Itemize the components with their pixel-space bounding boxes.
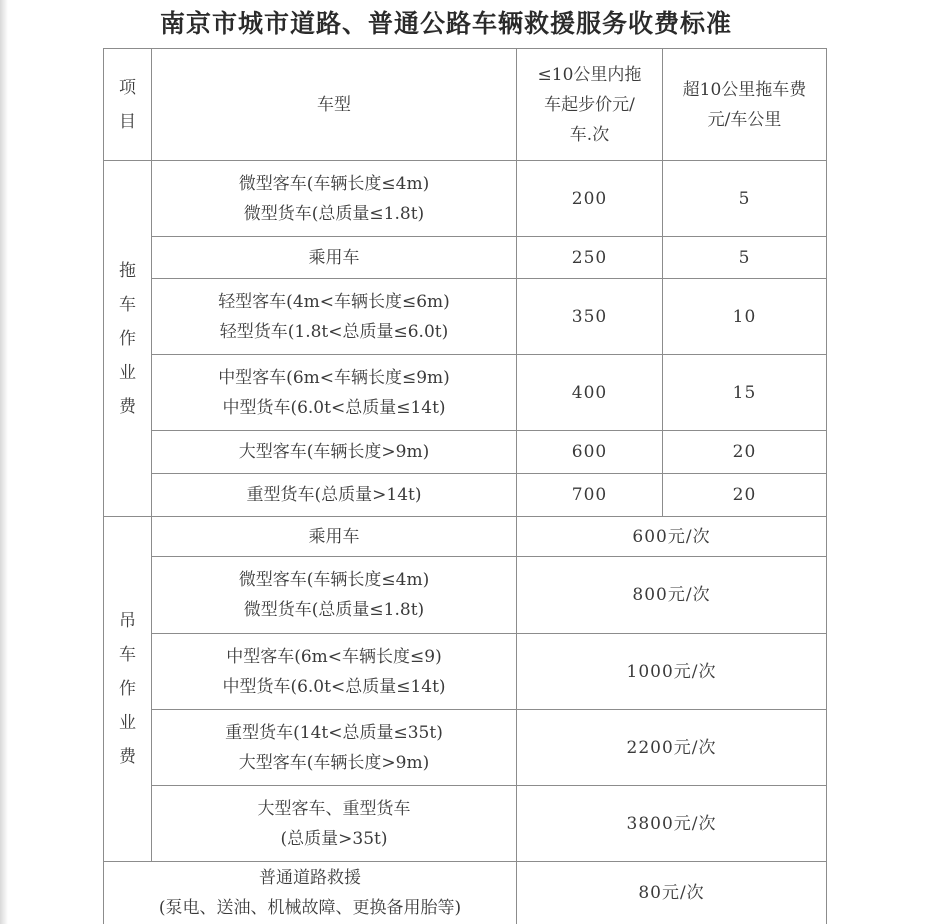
header-extra-fee bbox=[663, 49, 827, 161]
road-rescue-line: 普通道路救援 bbox=[259, 867, 361, 888]
vehicle-cell bbox=[152, 161, 517, 237]
base-fee-cell: 700 bbox=[517, 474, 663, 517]
header-extra-fee-line: 元/车公里 bbox=[707, 109, 782, 130]
header-base-fee-line: 车起步价元/ bbox=[544, 94, 635, 115]
table-row bbox=[104, 279, 827, 355]
road-rescue-line: (泵电、送油、机械故障、更换备用胎等) bbox=[158, 897, 462, 918]
header-vehicle: 车型 bbox=[152, 49, 517, 161]
extra-fee-cell: 20 bbox=[663, 474, 827, 517]
table-row bbox=[104, 557, 827, 634]
crane-fee-cell: 2200元/次 bbox=[517, 710, 827, 786]
fee-table bbox=[103, 48, 827, 924]
road-rescue-fee-cell: 80元/次 bbox=[517, 862, 827, 924]
vehicle-cell bbox=[152, 557, 517, 634]
crane-label: 吊车作业费 bbox=[119, 611, 136, 767]
vehicle-cell bbox=[152, 431, 517, 474]
table-row bbox=[104, 710, 827, 786]
crane-fee-cell: 800元/次 bbox=[517, 557, 827, 634]
base-fee-cell: 400 bbox=[517, 355, 663, 431]
vehicle-line: 重型货车(14t<总质量≤35t) bbox=[225, 722, 443, 743]
vehicle-line: 轻型货车(1.8t<总质量≤6.0t) bbox=[219, 321, 449, 342]
vehicle-line: 中型货车(6.0t<总质量≤14t) bbox=[222, 676, 446, 697]
page-edge-shadow bbox=[0, 0, 8, 924]
base-fee-cell: 350 bbox=[517, 279, 663, 355]
crane-section-label bbox=[104, 517, 152, 862]
table-row bbox=[104, 474, 827, 517]
header-base-fee-line: 车.次 bbox=[569, 124, 610, 145]
table-row bbox=[104, 786, 827, 862]
document-title: 南京市城市道路、普通公路车辆救援服务收费标准 bbox=[160, 9, 733, 38]
vehicle-cell bbox=[152, 355, 517, 431]
vehicle-cell bbox=[152, 710, 517, 786]
vehicle-cell bbox=[152, 237, 517, 279]
vehicle-line: 微型客车(车辆长度≤4m) bbox=[238, 570, 430, 590]
vehicle-cell bbox=[152, 279, 517, 355]
header-extra-fee-line: 超10公里拖车费 bbox=[682, 79, 807, 100]
extra-fee-cell: 20 bbox=[663, 431, 827, 474]
vehicle-cell bbox=[152, 517, 517, 557]
vehicle-cell bbox=[152, 474, 517, 517]
header-base-fee-line: ≤10公里内拖 bbox=[537, 64, 642, 85]
road-rescue-cell bbox=[104, 862, 517, 924]
vehicle-line: 大型客车、重型货车 bbox=[257, 798, 411, 819]
vehicle-line: 微型货车(总质量≤1.8t) bbox=[243, 203, 425, 224]
crane-fee-cell: 600元/次 bbox=[517, 517, 827, 557]
vehicle-line: 乘用车 bbox=[308, 526, 360, 547]
vehicle-line: 轻型客车(4m<车辆长度≤6m) bbox=[218, 291, 450, 312]
header-base-fee bbox=[517, 49, 663, 161]
towing-section-label bbox=[104, 161, 152, 517]
crane-fee-cell: 1000元/次 bbox=[517, 634, 827, 710]
table-row bbox=[104, 355, 827, 431]
vehicle-line: 中型客车(6m<车辆长度≤9) bbox=[226, 646, 442, 667]
vehicle-line: 重型货车(总质量>14t) bbox=[246, 485, 422, 505]
vehicle-cell bbox=[152, 634, 517, 710]
header-item bbox=[104, 49, 152, 161]
table-row bbox=[104, 634, 827, 710]
vehicle-line: 大型客车(车辆长度>9m) bbox=[238, 752, 430, 773]
table-row bbox=[104, 431, 827, 474]
vehicle-cell bbox=[152, 786, 517, 862]
vehicle-line: (总质量>35t) bbox=[280, 828, 388, 849]
vehicle-line: 中型货车(6.0t<总质量≤14t) bbox=[222, 397, 446, 418]
vehicle-line: 中型客车(6m<车辆长度≤9m) bbox=[218, 367, 450, 388]
base-fee-cell: 600 bbox=[517, 431, 663, 474]
extra-fee-cell: 10 bbox=[663, 279, 827, 355]
extra-fee-cell: 5 bbox=[663, 161, 827, 237]
vehicle-line: 微型货车(总质量≤1.8t) bbox=[243, 600, 425, 620]
vehicle-line: 微型客车(车辆长度≤4m) bbox=[238, 173, 430, 194]
header-row bbox=[104, 49, 827, 161]
table-row bbox=[104, 517, 827, 557]
crane-fee-cell: 3800元/次 bbox=[517, 786, 827, 862]
extra-fee-cell: 5 bbox=[663, 237, 827, 279]
vehicle-line: 大型客车(车辆长度>9m) bbox=[238, 442, 430, 462]
base-fee-cell: 200 bbox=[517, 161, 663, 237]
table-row bbox=[104, 862, 827, 924]
table-row bbox=[104, 237, 827, 279]
table-row bbox=[104, 161, 827, 237]
towing-label: 拖车作业费 bbox=[119, 260, 136, 417]
vehicle-line: 乘用车 bbox=[308, 247, 360, 268]
header-item-label: 项目 bbox=[119, 77, 136, 132]
base-fee-cell: 250 bbox=[517, 237, 663, 279]
extra-fee-cell: 15 bbox=[663, 355, 827, 431]
